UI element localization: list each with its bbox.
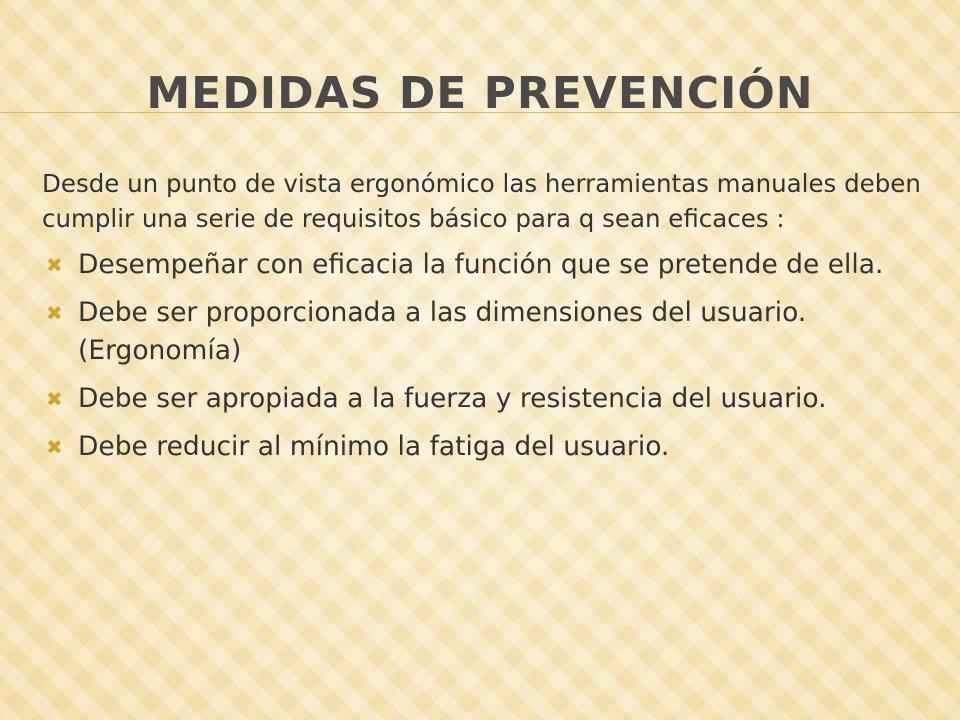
x-mark-bullet-icon: ✖ bbox=[46, 253, 63, 277]
list-item bbox=[42, 294, 932, 370]
list-item-text: Debe ser apropiada a la fuerza y resistencia del usuario. bbox=[78, 383, 827, 414]
list-item bbox=[42, 246, 932, 284]
x-mark-bullet-icon: ✖ bbox=[46, 301, 63, 325]
slide-title: MEDIDAS DE PREVENCIÓN bbox=[146, 68, 814, 119]
x-mark-bullet-icon: ✖ bbox=[46, 387, 63, 411]
slide-content bbox=[42, 166, 932, 476]
x-mark-bullet-icon: ✖ bbox=[46, 435, 63, 459]
list-item bbox=[42, 428, 932, 466]
list-item-text: Debe ser proporcionada a las dimensiones del usuario. (Ergonomía) bbox=[78, 297, 807, 366]
list-item-text: Desempeñar con eficacia la función que se pretende de ella. bbox=[78, 249, 884, 280]
intro-paragraph: Desde un punto de vista ergonómico las herramientas manuales deben cumplir una serie de requisitos básico para q sean eficaces : bbox=[42, 169, 921, 233]
list-item bbox=[42, 380, 932, 418]
list-item-text: Debe reducir al mínimo la fatiga del usuario. bbox=[78, 431, 670, 462]
bullet-list bbox=[42, 246, 932, 466]
